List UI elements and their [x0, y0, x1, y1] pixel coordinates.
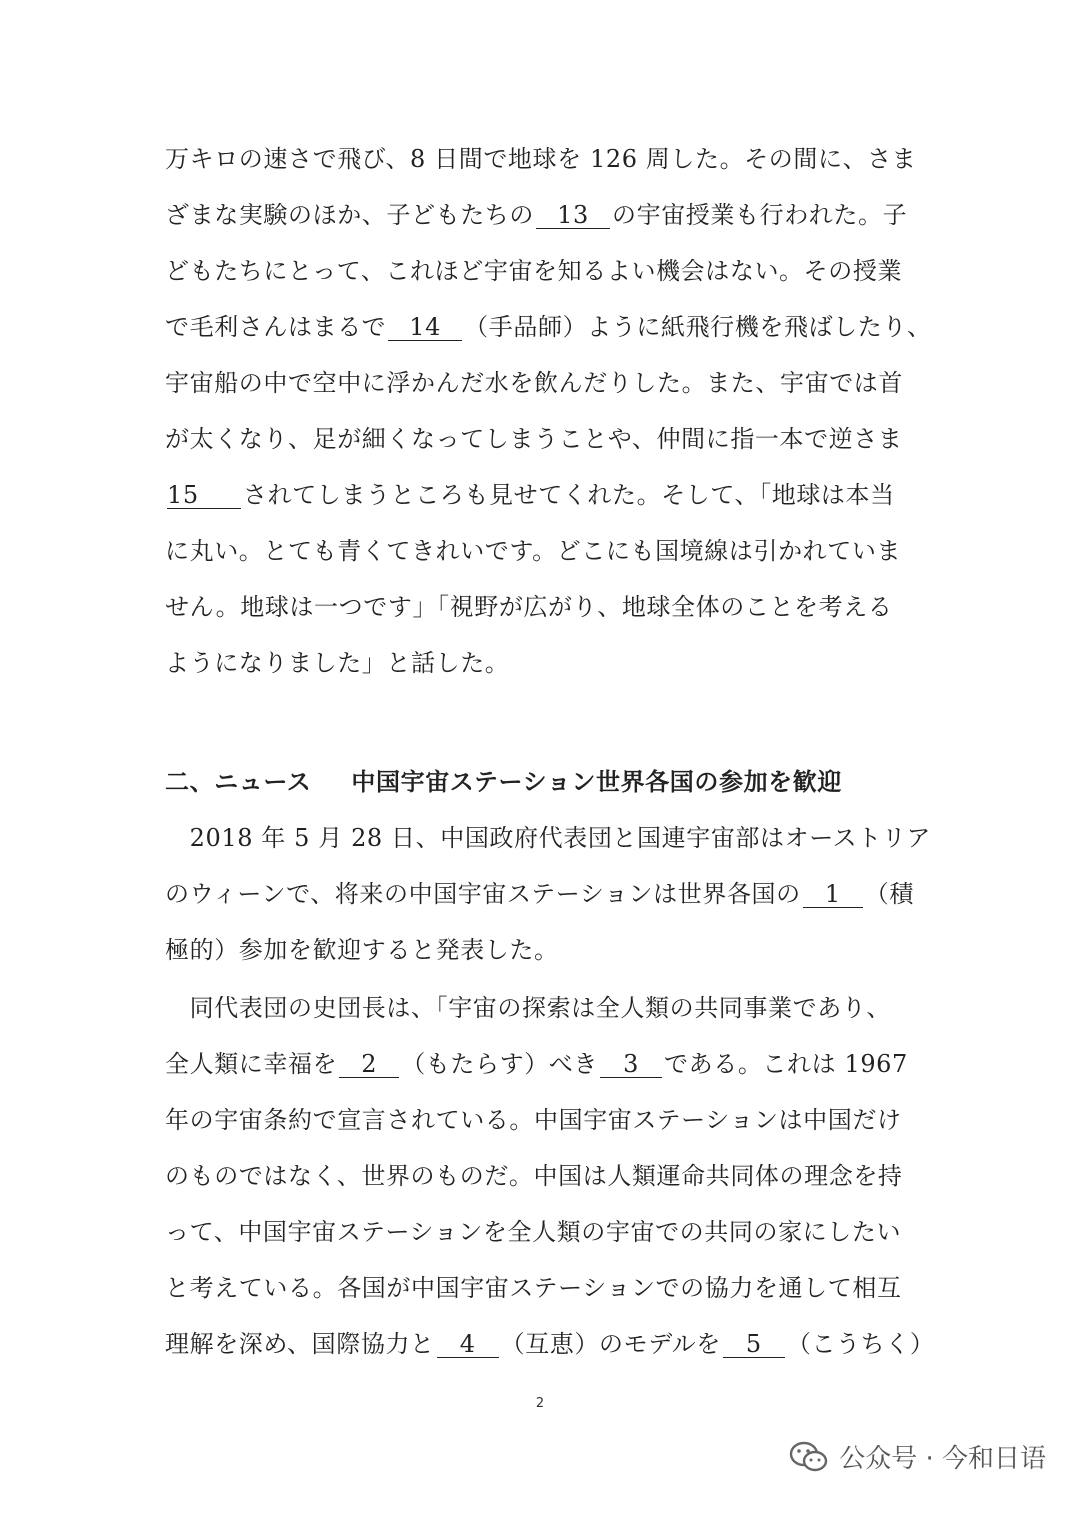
text-line [165, 187, 917, 243]
blank-5: 5 [723, 1331, 785, 1358]
text-line [165, 579, 917, 635]
paragraph-1 [165, 131, 932, 691]
text-line [165, 1148, 917, 1204]
section-title: 中国宇宙ステーション世界各国の参加を歓迎 [351, 767, 842, 796]
text-run: の宇宙授業も行われた。子 [612, 201, 908, 229]
text-line [165, 866, 917, 922]
blank-15: 15 [167, 482, 241, 509]
text-run: （こうちく） [786, 1330, 935, 1358]
section-label: 二、ニュース [165, 767, 312, 796]
text-run: 2018 年 5 月 28 日、中国政府代表団と国連宇宙部はオーストリア [165, 824, 932, 852]
text-line [165, 980, 917, 1036]
text-run: されてしまうところも見せてくれた。そして、「地球は本当 [243, 481, 895, 509]
text-line [165, 1204, 917, 1260]
text-line [165, 523, 917, 579]
paragraph-2 [165, 810, 932, 978]
text-run: 宇宙船の中で空中に浮かんだ水を飲んだりした。また、宇宙では首 [165, 369, 903, 397]
text-run: 極的）参加を歓迎すると発表した。 [165, 936, 559, 964]
text-run: 同代表団の史団長は、「宇宙の探索は全人類の共同事業であり、 [165, 994, 891, 1022]
text-line [165, 1036, 917, 1092]
text-line [165, 243, 917, 299]
text-run: （互恵）のモデルを [500, 1330, 721, 1358]
text-run: が太くなり、足が細くなってしまうことや、仲間に指一本で逆さま [165, 425, 903, 453]
text-line [165, 467, 917, 523]
watermark [789, 1438, 1046, 1475]
text-line [165, 810, 932, 866]
text-line [165, 355, 917, 411]
blank-13: 13 [536, 202, 610, 229]
text-run: のウィーンで、将来の中国宇宙ステーションは世界各国の [165, 880, 801, 908]
text-run: って、中国宇宙ステーションを全人類の宇宙での共同の家にしたい [165, 1218, 902, 1246]
text-run: （手品師）ように紙飛行機を飛ばしたり、 [464, 313, 932, 341]
text-run: （もたらす）べき [401, 1050, 599, 1078]
text-line [165, 1260, 917, 1316]
text-run: どもたちにとって、これほど宇宙を知るよい機会はない。その授業 [165, 257, 903, 285]
text-run: で毛利さんはまるで [165, 313, 387, 341]
text-run: である。これは 1967 [664, 1050, 908, 1078]
blank-3: 3 [600, 1051, 662, 1078]
text-run: と考えている。各国が中国宇宙ステーションでの協力を通して相互 [165, 1274, 902, 1302]
page-number: 2 [535, 1396, 545, 1411]
text-line [165, 1092, 917, 1148]
watermark-text: 公众号 · 今和日语 [839, 1444, 1046, 1474]
text-line [165, 131, 917, 187]
text-run: に丸い。とても青くてきれいです。どこにも国境線は引かれていま [165, 537, 902, 565]
paragraph-3 [165, 980, 935, 1372]
blank-2: 2 [339, 1051, 399, 1078]
wechat-icon [789, 1440, 829, 1474]
text-run: 理解を深め、国際協力と [165, 1330, 435, 1358]
text-run: 年の宇宙条約で宣言されている。中国宇宙ステーションは中国だけ [165, 1106, 902, 1134]
text-line [165, 299, 932, 355]
text-line [165, 635, 917, 691]
blank-14: 14 [388, 314, 462, 341]
text-line [165, 922, 917, 978]
text-run: せん。地球は一つです」「視野が広がり、地球全体のことを考える [165, 593, 893, 621]
text-run: （積 [864, 880, 914, 908]
blank-4: 4 [437, 1331, 499, 1358]
blank-1: 1 [803, 881, 863, 908]
text-run: ようになりました」と話した。 [165, 649, 510, 677]
text-run: 全人類に幸福を [165, 1050, 338, 1078]
text-run: 万キロの速さで飛び、8 日間で地球を 126 周した。その間に、さま [165, 145, 917, 173]
text-line [165, 1316, 935, 1372]
section-heading [165, 754, 842, 810]
text-run: のものではなく、世界のものだ。中国は人類運命共同体の理念を持 [165, 1162, 903, 1190]
text-line [165, 411, 917, 467]
text-run: ざまな実験のほか、子どもたちの [165, 201, 534, 229]
